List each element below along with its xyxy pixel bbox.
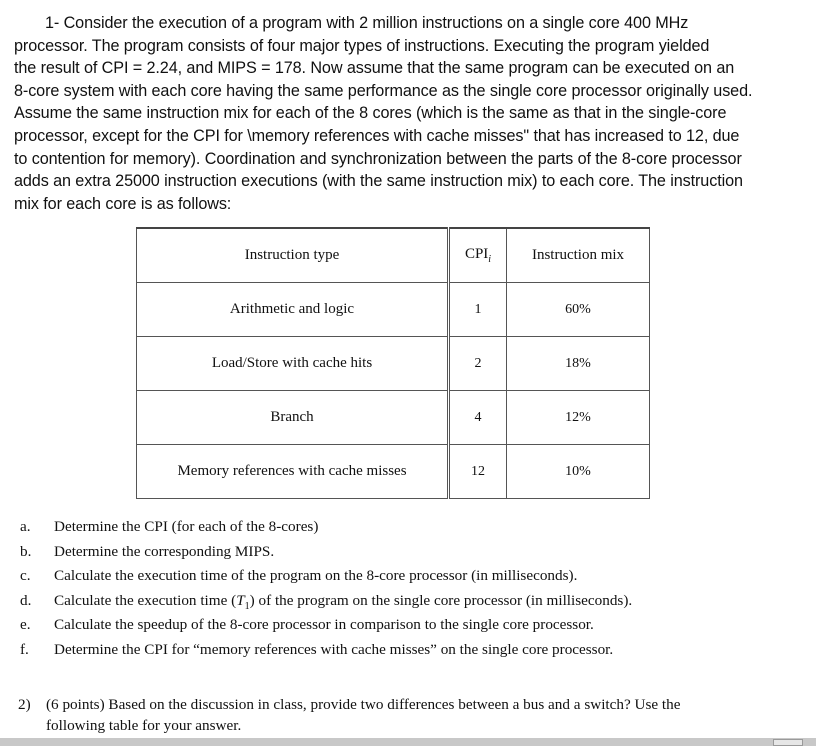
question-text: Calculate the execution time of the program on the 8-core processor (in milliseconds). (54, 567, 578, 585)
question-text: Calculate the speedup of the 8-core processor in comparison to the single core processor. (54, 616, 594, 634)
cell-type: Memory references with cache misses (137, 445, 449, 499)
cell-cpi: 4 (449, 391, 507, 445)
problem-2-text (18, 694, 798, 736)
question-text (54, 592, 632, 612)
question-label: a. (20, 518, 31, 535)
cell-type: Arithmetic and logic (137, 283, 449, 337)
question-label: e. (20, 616, 31, 634)
cell-mix: 12% (507, 391, 650, 445)
table-row (137, 283, 650, 337)
problem-1-line: 1- Consider the execution of a program with 2 million instructions on a single core 400 MHz (45, 14, 689, 32)
problem-1-line: processor. The program consists of four major types of instructions. Executing the program yielded (14, 36, 710, 55)
cell-type: Branch (137, 391, 449, 445)
header-instruction-mix: Instruction mix (507, 228, 650, 283)
t-symbol: T (236, 591, 245, 609)
cell-mix: 60% (507, 283, 650, 337)
instruction-mix-table (136, 227, 650, 499)
cell-mix: 10% (507, 445, 650, 499)
window-bottom-edge (0, 738, 816, 746)
question-text-part: Calculate the execution time ( (54, 591, 237, 609)
problem-2-line: following table for your answer. (46, 717, 242, 734)
cell-cpi: 12 (449, 445, 507, 499)
header-cpi (449, 228, 507, 283)
table-header-row (137, 228, 650, 283)
problem-2-line: (6 points) Based on the discussion in class, provide two differences between a bus and a switch? Use the (46, 696, 681, 713)
problem-1-line: to contention for memory). Coordination and synchronization between the parts of the 8-core processor (14, 149, 742, 168)
problem-1-line: processor, except for the CPI for \memory references with cache misses" that has increased to 12, due (14, 126, 740, 145)
problem-1-line: mix for each core is as follows: (14, 194, 232, 213)
problem-1-line: 8-core system with each core having the same performance as the single core processor originally used. (14, 81, 753, 100)
problem-1-text (14, 12, 806, 215)
cell-cpi: 2 (449, 337, 507, 391)
question-label: b. (20, 542, 32, 560)
header-cpi-label: CPI (464, 246, 489, 262)
cell-mix: 18% (507, 337, 650, 391)
table-row (137, 337, 650, 391)
question-label: f. (20, 640, 29, 658)
problem-1-line: the result of CPI = 2.24, and MIPS = 178. Now assume that the same program can be executed on an (14, 59, 735, 78)
table-row (137, 391, 650, 445)
question-text: Determine the CPI for “memory references with cache misses” on the single core processor. (54, 640, 614, 658)
resize-handle[interactable] (773, 739, 803, 746)
t-subscript: 1 (244, 600, 250, 612)
problem-1-line: adds an extra 25000 instruction executions (with the same instruction mix) to each core. The instruction (14, 172, 743, 191)
header-cpi-subscript: i (488, 254, 492, 265)
header-instruction-type: Instruction type (137, 228, 449, 283)
question-text: Determine the corresponding MIPS. (54, 542, 275, 560)
cell-type: Load/Store with cache hits (137, 337, 449, 391)
problem-2-number: 2) (18, 696, 31, 713)
question-label: d. (20, 591, 32, 609)
question-text: Determine the CPI (for each of the 8-cores) (54, 518, 319, 535)
question-text-part: ) of the program on the single core processor (in milliseconds). (249, 591, 633, 609)
cell-cpi: 1 (449, 283, 507, 337)
table-row (137, 445, 650, 499)
problem-1-line: Assume the same instruction mix for each of the 8 cores (which is the same as that in the single-core (14, 104, 727, 123)
question-label: c. (20, 567, 31, 585)
